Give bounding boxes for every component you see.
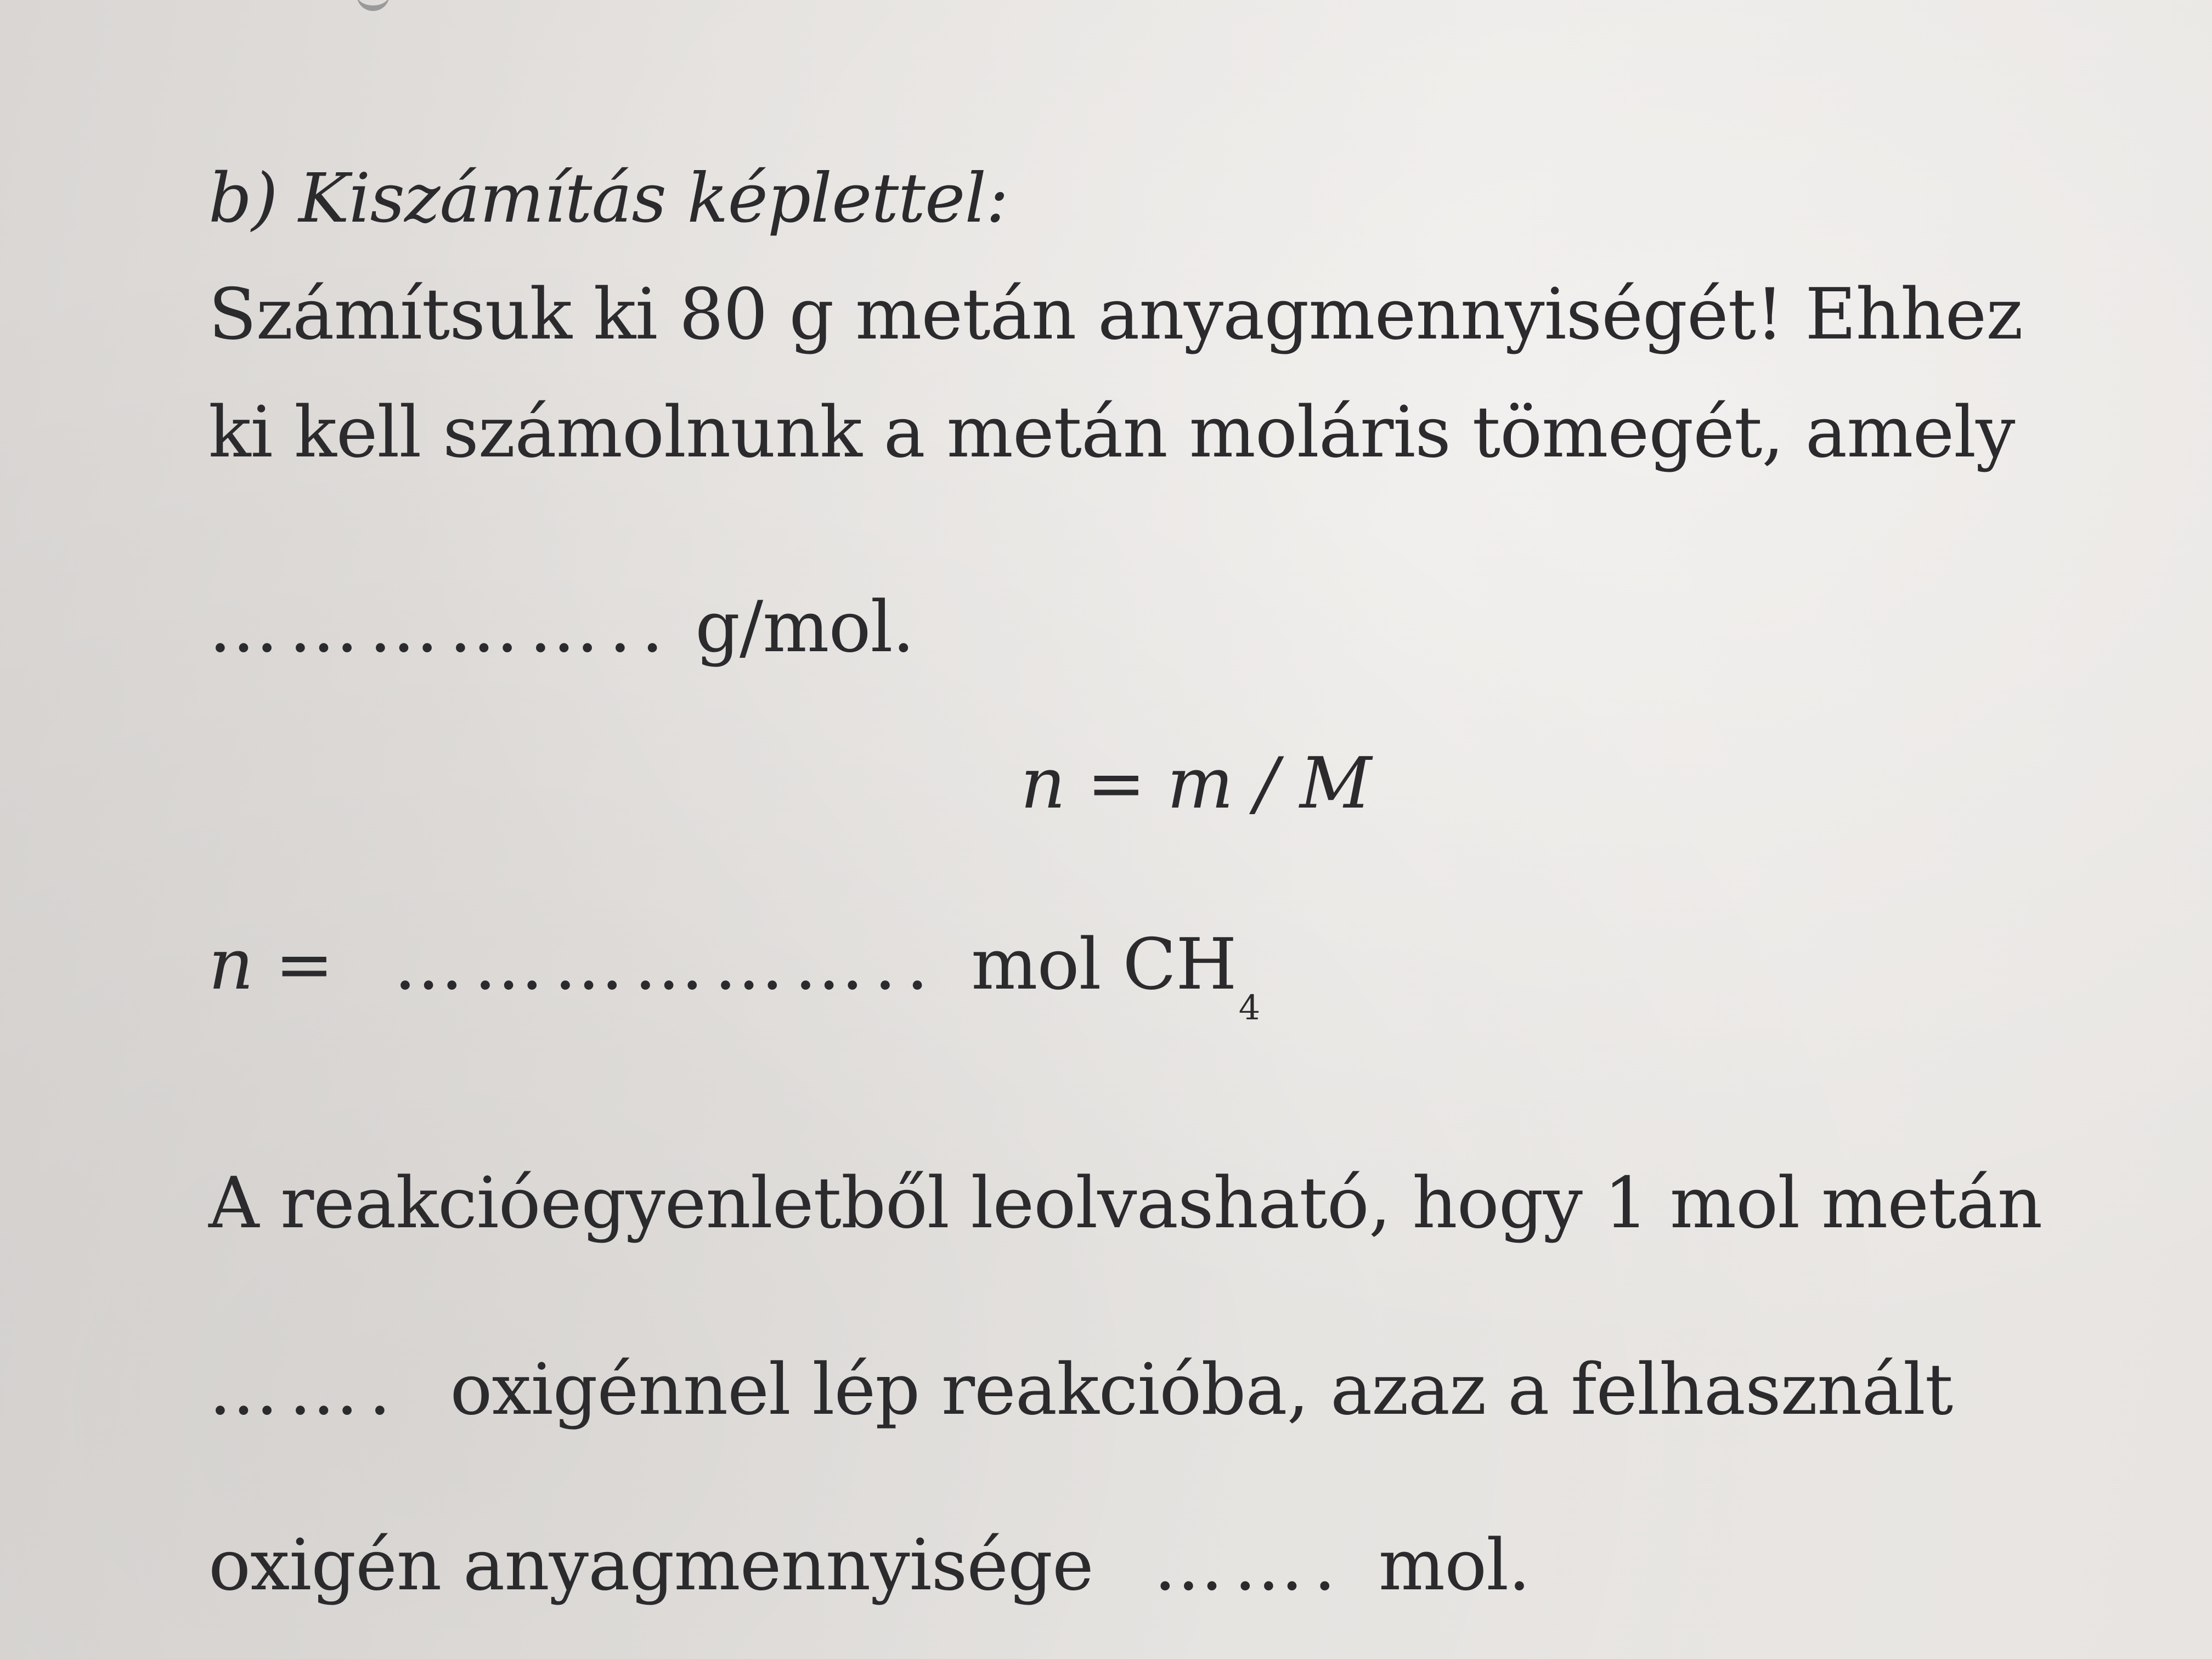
molar-mass-blank: …………….. xyxy=(208,586,674,668)
formula: n = m / M xyxy=(1020,743,1371,825)
n-result-line xyxy=(208,924,1260,1028)
paragraph1-line2: ki kell számolnunk a metán moláris tömegét, amely xyxy=(208,392,2015,473)
n-unit-subscript: 4 xyxy=(1238,988,1260,1028)
molar-mass-line xyxy=(208,586,915,668)
paragraph2-line2-text: oxigénnel lép reakcióba, azaz a felhasznált xyxy=(450,1349,1953,1431)
paragraph2-line2 xyxy=(208,1349,1953,1431)
n-label: n = xyxy=(208,924,334,1006)
paragraph2-line1: A reakcióegyenletből leolvasható, hogy 1 mol metán xyxy=(208,1163,2042,1244)
oxygen-amount-blank: ……. xyxy=(1153,1525,1346,1606)
n-unit: mol CH xyxy=(971,924,1237,1006)
cut-off-glyph xyxy=(357,0,390,11)
n-blank: ……………….. xyxy=(393,924,939,1006)
molar-mass-unit: g/mol. xyxy=(695,586,915,668)
paragraph1-line1: Számítsuk ki 80 g metán anyagmennyiségét! Ehhez xyxy=(208,274,2023,356)
section-heading: b) Kiszámítás képlettel: xyxy=(208,159,1008,238)
paragraph2-line3 xyxy=(208,1525,1530,1606)
oxygen-mol-blank: ……. xyxy=(208,1349,401,1431)
oxygen-amount-unit: mol. xyxy=(1378,1525,1530,1606)
paragraph2-line3-text: oxigén anyagmennyisége xyxy=(208,1525,1093,1606)
